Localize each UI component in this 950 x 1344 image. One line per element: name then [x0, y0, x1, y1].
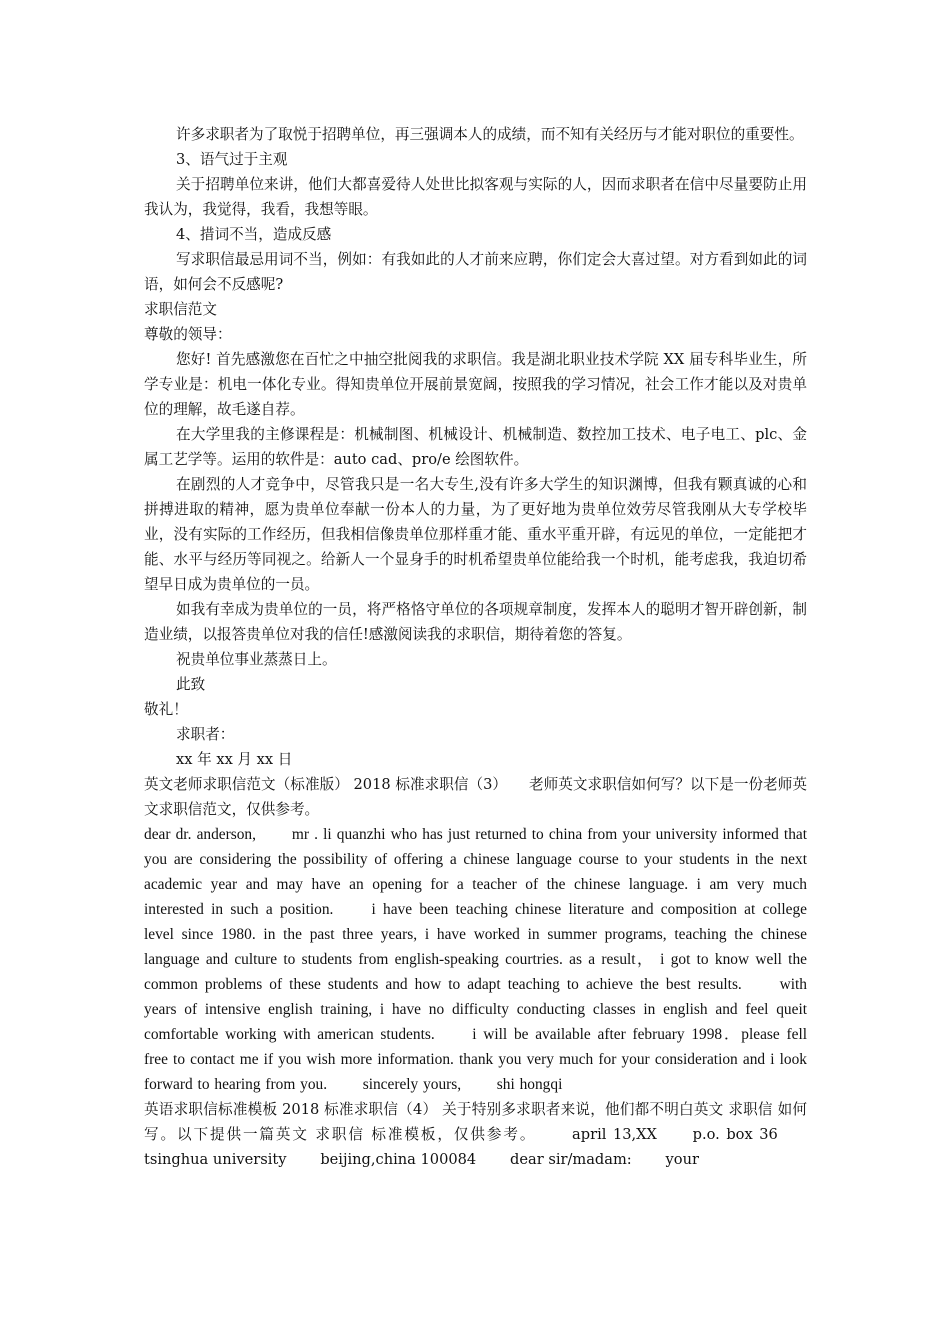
- letter-date: xx 年 xx 月 xx 日: [176, 751, 293, 768]
- letter-paragraph: 如我有幸成为贵单位的一员，将严格恪守单位的各项规章制度，发挥本人的聪明才智开辟创新，制造业绩，以报答贵单位对我的信任!感激阅读我的求职信，期待着您的答复。: [144, 601, 807, 643]
- letter-salutation: 尊敬的领导：: [144, 326, 232, 343]
- english-letter-body: dear dr. anderson, mr . li quanzhi who has just returned to china from your university informed that you are considering the possibility of offering a chinese language course to your students in the next academic year and may have an opening for a teacher of the chinese language. i am very much interested in such a position. i have been teaching chinese literature and composition at college level since 1980. in the past three years, i have worked in summer programs, teaching the chinese language and culture to students from english-speaking courtries. as a result， i got to know well the common problems of these students and how to adapt teaching to achieve the best results. with years of intensive english training, i have no difficulty conducting classes in english and feel queit comfortable working with american students. i will be available after february 1998．please fell free to contact me if you wish more information. thank you very much for your consideration and i look forward to hearing from you. sincerely yours, shi hongqi: [144, 826, 807, 1093]
- letter-paragraph: 在大学里我的主修课程是：机械制图、机械设计、机械制造、数控加工技术、电子电工、plc、金属工艺学等。运用的软件是：auto cad、pro/e 绘图软件。: [144, 426, 807, 468]
- letter-closing-wish: 祝贵单位事业蒸蒸日上。: [176, 651, 337, 668]
- letter-closing: 此致: [176, 676, 206, 693]
- paragraph: 写求职信最忌用词不当，例如：有我如此的人才前来应聘，你们定会大喜过望。对方看到如此的词语，如何会不反感呢?: [144, 251, 807, 293]
- final-paragraph: 英语求职信标准模板 2018 标准求职信（4） 关于特别多求职者来说，他们都不明白英文 求职信 如何写。以下提供一篇英文 求职信 标准模板，仅供参考。 april 13,XX p.o. box 36 tsinghua university beijing,china 100084 dear sir/madam: your: [144, 1101, 807, 1168]
- letter-paragraph: 在剧烈的人才竞争中，尽管我只是一名大专生,没有许多大学生的知识渊博，但我有颗真诚的心和拼搏进取的精神，愿为贵单位奉献一份本人的力量，为了更好地为贵单位效劳尽管我刚从大专学校毕业，没有实际的工作经历，但我相信像贵单位那样重才能、重水平重开辟，有远见的单位，一定能把才能、水平与经历等同视之。给新人一个显身手的时机希望贵单位能给我一个时机，能考虑我，我迫切希望早日成为贵单位的一员。: [144, 476, 807, 593]
- document-page: [144, 122, 807, 1172]
- section-heading: 3、语气过于主观: [176, 151, 288, 168]
- letter-regards: 敬礼！: [144, 701, 188, 718]
- paragraph: 许多求职者为了取悦于招聘单位，再三强调本人的成绩，而不知有关经历与才能对职位的重要性。: [176, 126, 804, 143]
- letter-title: 求职信范文: [144, 301, 217, 318]
- letter-signature: 求职者：: [176, 726, 235, 743]
- section-intro: 英文老师求职信范文（标准版） 2018 标准求职信（3） 老师英文求职信如何写？以下是一份老师英文求职信范文，仅供参考。: [144, 776, 807, 818]
- letter-paragraph: 您好! 首先感激您在百忙之中抽空批阅我的求职信。我是湖北职业技术学院 XX 届专科毕业生，所学专业是：机电一体化专业。得知贵单位开展前景宽阔，按照我的学习情况，社会工作才能以及对贵单位的理解，故毛遂自荐。: [144, 351, 807, 418]
- paragraph: 关于招聘单位来讲，他们大都喜爱待人处世比拟客观与实际的人，因而求职者在信中尽量要防止用我认为，我觉得，我看，我想等眼。: [144, 176, 807, 218]
- section-heading: 4、措词不当，造成反感: [176, 226, 332, 243]
